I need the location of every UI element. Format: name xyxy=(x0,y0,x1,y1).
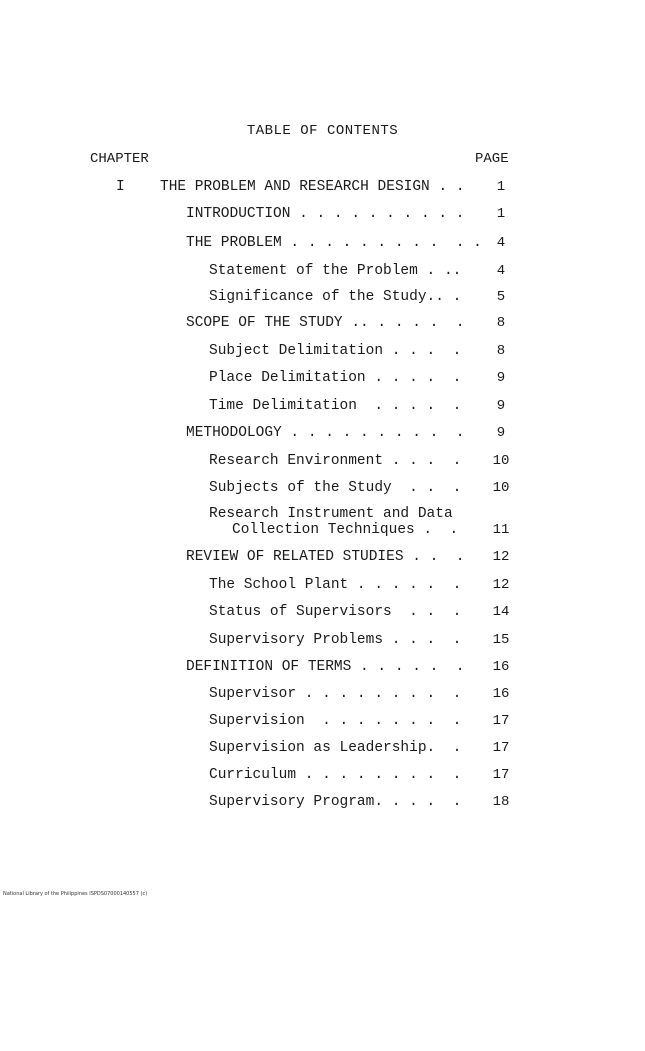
toc-entry-page: 5 xyxy=(496,289,506,305)
toc-entry-label: Supervision . . . . . . . . xyxy=(209,713,462,729)
toc-entry-label: Statement of the Problem . .. xyxy=(209,263,462,279)
toc-entry-page: 9 xyxy=(496,398,506,414)
toc-entry-label: INTRODUCTION . . . . . . . . . . xyxy=(186,206,465,222)
toc-entry-label: THE PROBLEM AND RESEARCH DESIGN . . xyxy=(160,179,465,195)
toc-entry-label: THE PROBLEM . . . . . . . . . . . xyxy=(186,235,482,251)
toc-entry-label: Place Delimitation . . . . . xyxy=(209,370,462,386)
toc-entry-page: 17 xyxy=(492,740,510,756)
toc-entry-label: Status of Supervisors . . . xyxy=(209,604,462,620)
toc-entry-page: 4 xyxy=(496,263,506,279)
toc-entry-page: 17 xyxy=(492,767,510,783)
toc-entry-label: Supervisor . . . . . . . . . xyxy=(209,686,462,702)
toc-entry-page: 1 xyxy=(496,179,506,195)
toc-entry-page: 16 xyxy=(492,659,510,675)
toc-entry-page: 16 xyxy=(492,686,510,702)
toc-entry-label: Supervisory Program. . . . . xyxy=(209,794,462,810)
page-column-header: PAGE xyxy=(475,151,509,167)
toc-entry-page: 12 xyxy=(492,549,510,565)
toc-entry-page: 18 xyxy=(492,794,510,810)
toc-entry-page: 17 xyxy=(492,713,510,729)
toc-entry-label: DEFINITION OF TERMS . . . . . . xyxy=(186,659,465,675)
toc-entry-label: Subjects of the Study . . . xyxy=(209,480,462,496)
toc-entry-page: 15 xyxy=(492,632,510,648)
toc-entry-label: METHODOLOGY . . . . . . . . . . xyxy=(186,425,465,441)
library-footer-stamp: National Library of the Philippines ISPDS07000140557 (c) xyxy=(3,891,148,897)
toc-entry-page: 8 xyxy=(496,315,506,331)
toc-entry-page: 9 xyxy=(496,425,506,441)
chapter-column-header: CHAPTER xyxy=(90,151,149,167)
toc-entry-page: 9 xyxy=(496,370,506,386)
toc-entry-page: 1 xyxy=(496,206,506,222)
toc-entry-label: The School Plant . . . . . . xyxy=(209,577,462,593)
toc-entry-label: SCOPE OF THE STUDY .. . . . . . xyxy=(186,315,465,331)
toc-chapter-number: I xyxy=(116,179,125,195)
toc-entry-page: 8 xyxy=(496,343,506,359)
toc-entry-label: REVIEW OF RELATED STUDIES . . . xyxy=(186,549,465,565)
toc-entry-label: Supervisory Problems . . . . xyxy=(209,632,462,648)
toc-entry-label: Significance of the Study.. . xyxy=(209,289,462,305)
toc-entry-page: 10 xyxy=(492,480,510,496)
toc-entry-label: Research Environment . . . . xyxy=(209,453,462,469)
toc-entry-page: 12 xyxy=(492,577,510,593)
toc-entry-label: Subject Delimitation . . . . xyxy=(209,343,462,359)
toc-entry-page: 11 xyxy=(492,522,510,538)
page-title: TABLE OF CONTENTS xyxy=(246,123,399,139)
toc-entry-label: Time Delimitation . . . . . xyxy=(209,398,462,414)
toc-entry-page: 14 xyxy=(492,604,510,620)
toc-entry-page: 4 xyxy=(496,235,506,251)
toc-entry-page: 10 xyxy=(492,453,510,469)
toc-entry-label: Curriculum . . . . . . . . . xyxy=(209,767,462,783)
toc-entry-label: Collection Techniques . . xyxy=(232,522,459,538)
toc-entry-label: Supervision as Leadership. . xyxy=(209,740,462,756)
toc-entry-label: Research Instrument and Data xyxy=(209,506,453,522)
